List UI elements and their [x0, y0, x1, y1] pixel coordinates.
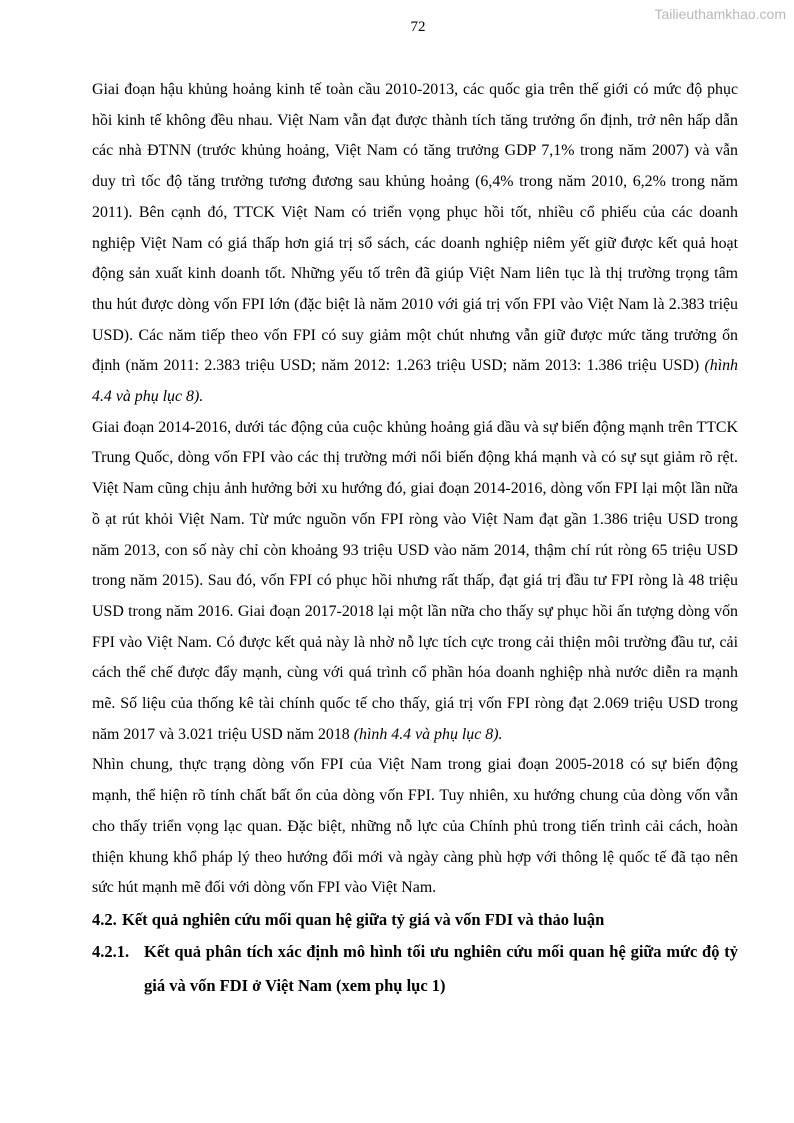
- watermark: Tailieuthamkhao.com: [654, 6, 786, 22]
- paragraph-text: Giai đoạn 2014-2016, dưới tác động của cuộc khủng hoảng giá dầu và sự biến động mạnh trên TTCK Trung Quốc, dòng vốn FPI vào các thị trường mới nổi biến động khá mạnh và có sự sụt giảm rõ rệt. Việt Nam cũng chịu ảnh hưởng bởi xu hướng đó, giai đoạn 2014-2016, dòng vốn FPI lại một lần nữa ồ ạt rút khỏi Việt Nam. Từ mức nguồn vốn FPI ròng vào Việt Nam đạt gần 1.386 triệu USD trong năm 2013, con số này chỉ còn khoảng 93 triệu USD vào năm 2014, thậm chí rút ròng 65 triệu USD trong năm 2015). Sau đó, vốn FPI có phục hồi nhưng rất thấp, đạt giá trị đầu tư FPI ròng là 48 triệu USD trong năm 2016. Giai đoạn 2017-2018 lại một lần nữa cho thấy sự phục hồi ấn tượng dòng vốn FPI vào Việt Nam. Có được kết quả này là nhờ nỗ lực tích cực trong cải thiện môi trường đầu tư, cải cách thể chế được đẩy mạnh, cùng với quá trình cổ phần hóa doanh nghiệp nhà nước diễn ra mạnh mẽ. Số liệu của thống kê tài chính quốc tế cho thấy, giá trị vốn FPI ròng đạt 2.069 triệu USD trong năm 2017 và 3.021 triệu USD năm 2018: [92, 418, 738, 743]
- paragraph-2: [92, 413, 738, 751]
- subsection-number: 4.2.1.: [92, 941, 130, 961]
- section-number: 4.2.: [92, 909, 117, 929]
- page-number: 72: [410, 19, 426, 35]
- section-title: Kết quả nghiên cứu mối quan hệ giữa tỷ giá và vốn FDI và thảo luận: [122, 909, 605, 929]
- section-heading: [92, 904, 738, 935]
- paragraph-text: Giai đoạn hậu khủng hoảng kinh tế toàn cầu 2010-2013, các quốc gia trên thế giới có mức độ phục hồi kinh tế không đều nhau. Việt Nam vẫn đạt được thành tích tăng trưởng ổn định, trở nên hấp dẫn các nhà ĐTNN (trước khủng hoảng, Việt Nam có tăng trưởng GDP 7,1% trong năm 2007) và vẫn duy trì tốc độ tăng trưởng tương đương sau khủng hoảng (6,4% trong năm 2010, 6,2% trong năm 2011). Bên cạnh đó, TTCK Việt Nam có triển vọng phục hồi tốt, nhiều cổ phiếu của các doanh nghiệp Việt Nam có giá thấp hơn giá trị sổ sách, các doanh nghiệp niêm yết giữ được kết quả hoạt động sản xuất kinh doanh tốt. Những yếu tố trên đã giúp Việt Nam liên tục là thị trường trọng tâm thu hút được dòng vốn FPI lớn (đặc biệt là năm 2010 với giá trị vốn FPI vào Việt Nam là 2.383 triệu USD). Các năm tiếp theo vốn FPI có suy giảm một chút nhưng vẫn giữ được mức tăng trưởng ổn định (năm 2011: 2.383 triệu USD; năm 2012: 1.263 triệu USD; năm 2013: 1.386 triệu USD): [92, 81, 738, 375]
- figure-reference: (hình 4.4 và phụ lục 8).: [353, 725, 503, 743]
- paragraph-text: Nhìn chung, thực trạng dòng vốn FPI của Việt Nam trong giai đoạn 2005-2018 có sự biến động mạnh, thể hiện rõ tính chất bất ổn của dòng vốn FPI. Tuy nhiên, xu hướng chung của dòng vốn vẫn cho thấy triển vọng lạc quan. Đặc biệt, những nỗ lực của Chính phủ trong tiến trình cải cách, hoàn thiện khung khổ pháp lý theo hướng đổi mới và ngày càng phù hợp với thông lệ quốc tế đã tạo nên sức hút mạnh mẽ đối với dòng vốn FPI vào Việt Nam.: [92, 756, 738, 897]
- document-body: [92, 75, 738, 1003]
- subsection-title: Kết quả phân tích xác định mô hình tối ưu nghiên cứu mối quan hệ giữa mức độ tỷ giá và vốn FDI ở Việt Nam (xem phụ lục 1): [144, 941, 738, 995]
- subsection-heading: [92, 935, 738, 1003]
- paragraph-3: [92, 750, 738, 904]
- paragraph-1: [92, 75, 738, 413]
- figure-reference: (hình 4.4 và phụ lục 8).: [92, 357, 738, 406]
